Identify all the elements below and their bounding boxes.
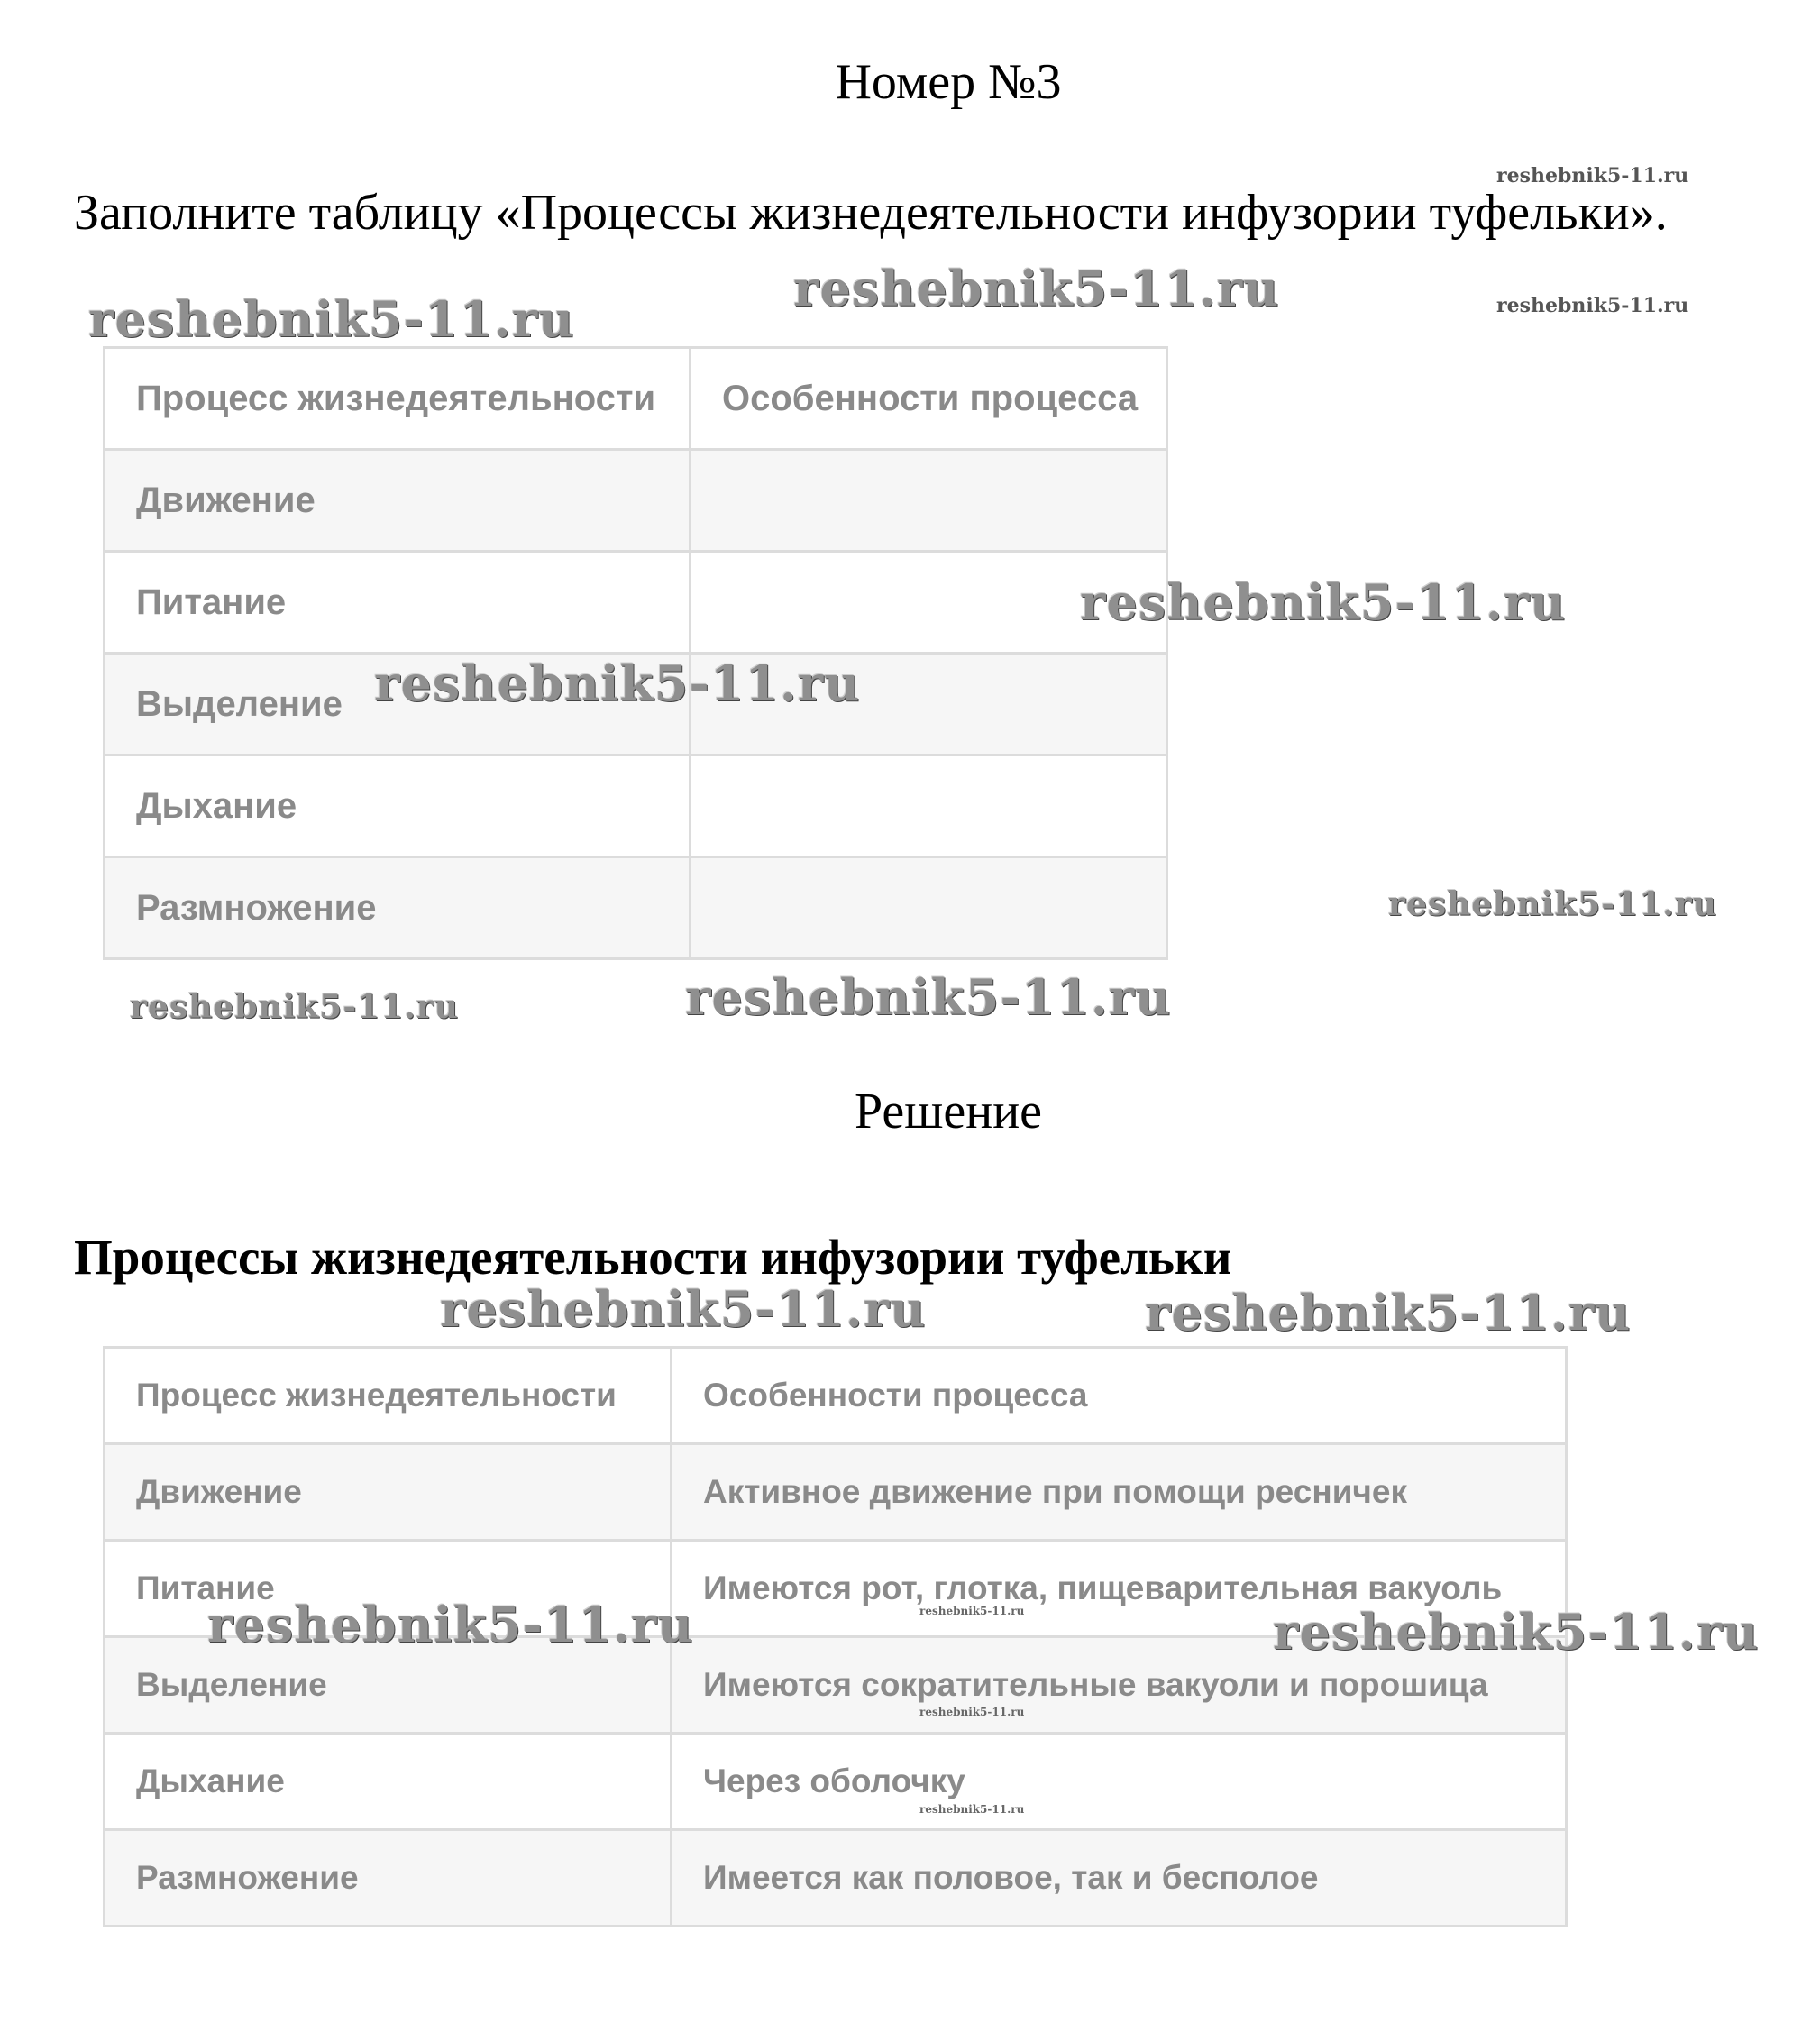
features-cell: Активное движение при помощи ресничек [672, 1444, 1567, 1541]
features-cell [691, 755, 1167, 857]
watermark: reshebnik5-11.ru [440, 1280, 927, 1338]
features-cell: Имеются рот, глотка, пищеварительная вакуоль [672, 1541, 1567, 1637]
process-cell: Выделение [105, 1637, 672, 1734]
watermark: reshebnik5-11.ru [1388, 885, 1717, 923]
header-cell-process: Процесс жизнедеятельности [105, 1348, 672, 1444]
features-cell: Имеется как половое, так и бесполое [672, 1830, 1567, 1927]
watermark: reshebnik5-11.ru [88, 290, 575, 348]
features-cell [691, 857, 1167, 959]
watermark: reshebnik5-11.ru [1496, 294, 1689, 317]
table-row [105, 1444, 1567, 1541]
result-title: Процессы жизнедеятельности инфузории туфельки [74, 1230, 1232, 1285]
watermark: reshebnik5-11.ru [685, 968, 1172, 1026]
task-text: Заполните таблицу «Процессы жизнедеятельности инфузории туфельки». [74, 185, 1668, 241]
table-row [105, 857, 1167, 959]
watermark: reshebnik5-11.ru [1273, 1603, 1760, 1661]
table-row [105, 552, 1167, 654]
watermark: reshebnik5-11.ru [919, 1605, 1025, 1617]
features-cell [691, 450, 1167, 552]
watermark: reshebnik5-11.ru [130, 988, 459, 1026]
solution-heading: Решение [854, 1084, 1043, 1140]
process-cell: Дыхание [105, 755, 691, 857]
table-row [105, 1734, 1567, 1830]
watermark: reshebnik5-11.ru [919, 1803, 1025, 1816]
features-cell: Имеются сократительные вакуоли и порошица [672, 1637, 1567, 1734]
watermark: reshebnik5-11.ru [207, 1596, 694, 1653]
table-row [105, 755, 1167, 857]
watermark: reshebnik5-11.ru [1145, 1284, 1632, 1341]
task-table [103, 346, 1168, 960]
header-cell-features: Особенности процесса [691, 348, 1167, 450]
table-row [105, 1830, 1567, 1927]
process-cell: Питание [105, 1541, 672, 1637]
process-cell: Выделение [105, 654, 691, 755]
process-cell: Размножение [105, 1830, 672, 1927]
features-cell: Через оболочку [672, 1734, 1567, 1830]
process-cell: Дыхание [105, 1734, 672, 1830]
header-cell-features: Особенности процесса [672, 1348, 1567, 1444]
watermark: reshebnik5-11.ru [1496, 164, 1689, 188]
page-heading: Номер №3 [835, 54, 1062, 110]
process-cell: Движение [105, 1444, 672, 1541]
process-cell: Движение [105, 450, 691, 552]
process-cell: Питание [105, 552, 691, 654]
process-cell: Размножение [105, 857, 691, 959]
table-header-row [105, 348, 1167, 450]
watermark: reshebnik5-11.ru [1080, 573, 1567, 631]
table-row [105, 450, 1167, 552]
watermark: reshebnik5-11.ru [919, 1706, 1025, 1718]
watermark: reshebnik5-11.ru [793, 260, 1280, 317]
table-header-row [105, 1348, 1567, 1444]
header-cell-process: Процесс жизнедеятельности [105, 348, 691, 450]
watermark: reshebnik5-11.ru [374, 654, 861, 712]
